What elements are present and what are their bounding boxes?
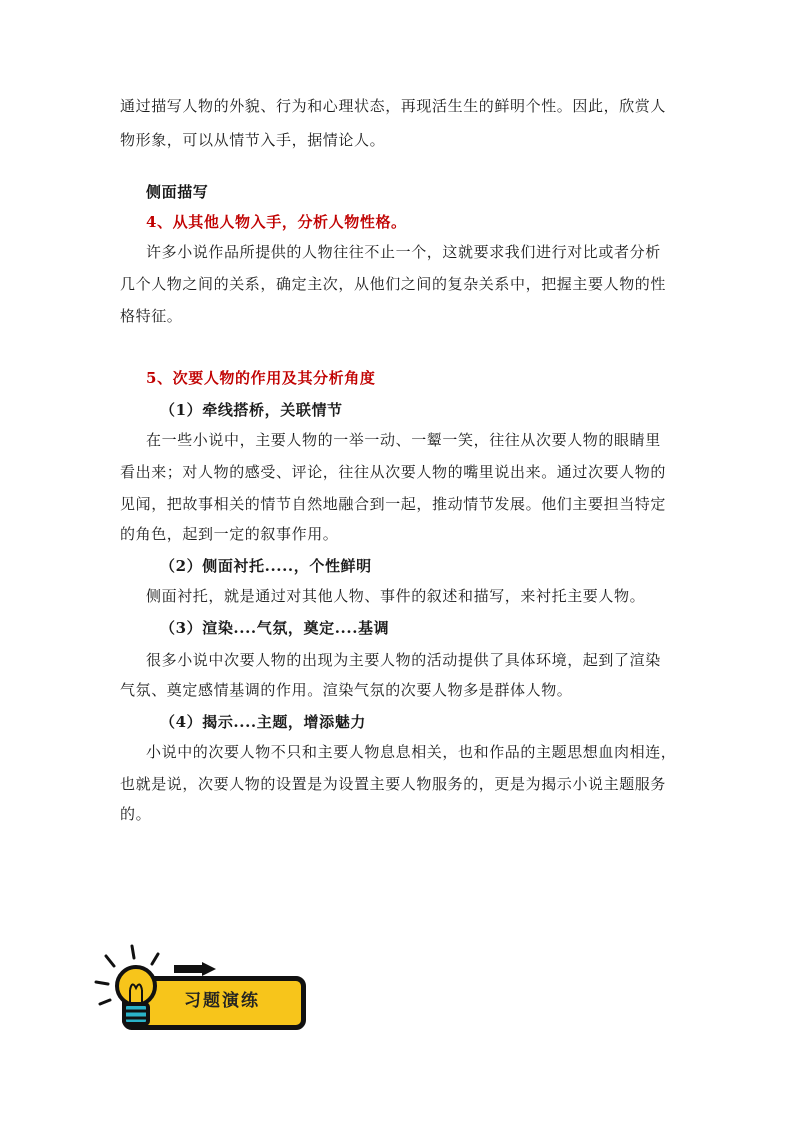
item1-title: （1）牵线搭桥，关联情节 [160, 401, 343, 419]
item1-line-4: 的角色，起到一定的叙事作用。 [120, 525, 339, 543]
lightbulb-icon [92, 942, 182, 1042]
item2-title: （2）侧面衬托.....，个性鲜明 [160, 557, 372, 575]
item4-line-3: 的。 [120, 805, 152, 823]
section4-heading: 4、从其他人物入手，分析人物性格。 [146, 213, 407, 231]
intro-line-1: 通过描写人物的外貌、行为和心理状态，再现活生生的鲜明个性。因此，欣赏人 [120, 97, 667, 115]
section4-line-3: 格特征。 [120, 307, 183, 325]
section4-line-1: 许多小说作品所提供的人物往往不止一个，这就要求我们进行对比或者分析 [146, 243, 661, 261]
item1-line-2: 看出来；对人物的感受、评论，往往从次要人物的嘴里说出来。通过次要人物的 [120, 463, 667, 481]
item2-line-1: 侧面衬托，就是通过对其他人物、事件的叙述和描写，来衬托主要人物。 [146, 587, 646, 605]
section4-line-2: 几个人物之间的关系，确定主次，从他们之间的复杂关系中，把握主要人物的性 [120, 275, 667, 293]
item1-line-1: 在一些小说中，主要人物的一举一动、一颦一笑，往往从次要人物的眼睛里 [146, 431, 661, 449]
banner-label: 习题演练 [184, 991, 260, 1011]
item3-line-1: 很多小说中次要人物的出现为主要人物的活动提供了具体环境，起到了渲染 [146, 651, 661, 669]
item3-line-2: 气氛、奠定感情基调的作用。渲染气氛的次要人物多是群体人物。 [120, 681, 573, 699]
side-description-heading: 侧面描写 [146, 183, 209, 201]
section5-heading: 5、次要人物的作用及其分析角度 [146, 369, 376, 387]
practice-banner [92, 942, 312, 1042]
intro-line-2: 物形象，可以从情节入手，据情论人。 [120, 131, 386, 149]
item4-line-1: 小说中的次要人物不只和主要人物息息相关，也和作品的主题思想血肉相连， [146, 743, 677, 761]
item4-title: （4）揭示....主题，增添魅力 [160, 713, 366, 731]
item1-line-3: 见闻，把故事相关的情节自然地融合到一起，推动情节发展。他们主要担当特定 [120, 495, 667, 513]
item3-title: （3）渲染....气氛，奠定....基调 [160, 619, 390, 637]
item4-line-2: 也就是说，次要人物的设置是为设置主要人物服务的，更是为揭示小说主题服务 [120, 775, 667, 793]
